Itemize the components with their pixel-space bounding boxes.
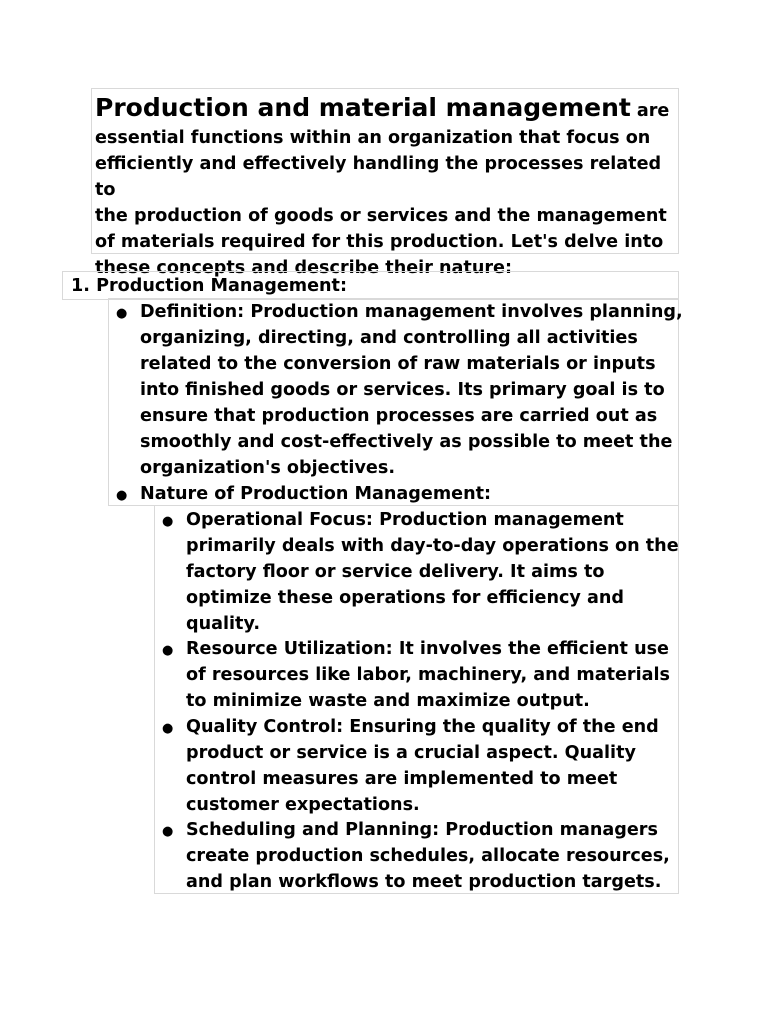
list-item-line: to minimize waste and maximize output. (186, 691, 590, 711)
list-item-definition (140, 299, 683, 481)
list-item-line: create production schedules, allocate resources, (186, 846, 670, 866)
list-item-line: control measures are implemented to meet (186, 769, 618, 789)
list-item-line: Operational Focus: Production management (186, 510, 624, 530)
list-item-line: Scheduling and Planning: Production managers (186, 820, 658, 840)
list-item-line: smoothly and cost-effectively as possible to meet the (140, 432, 673, 452)
intro-first-line (95, 91, 670, 125)
bullet-marker: ● (116, 488, 128, 503)
list-item-line: Definition: Production management involves planning, (140, 302, 683, 322)
bullet-marker: ● (162, 824, 174, 839)
list-item-line: organizing, directing, and controlling all activities (140, 328, 638, 348)
list-item-line: and plan workflows to meet production targets. (186, 872, 662, 892)
list-item-nature (140, 481, 491, 507)
list-item-resource-utilization (186, 636, 670, 714)
list-item-line: primarily deals with day-to-day operations on the (186, 536, 679, 556)
intro-line: essential functions within an organization that focus on (95, 128, 651, 148)
list-item-line: Nature of Production Management: (140, 484, 492, 504)
list-item-quality-control (186, 714, 659, 818)
list-item-line: into finished goods or services. Its primary goal is to (140, 380, 665, 400)
intro-heading: Production and material management (95, 93, 631, 122)
list-item-line: optimize these operations for efficiency and (186, 588, 625, 608)
list-item-line: quality. (186, 614, 260, 634)
list-item-line: factory floor or service delivery. It aims to (186, 562, 605, 582)
list-item-line: Quality Control: Ensuring the quality of the end (186, 717, 659, 737)
section-title: Production Management: (96, 276, 348, 296)
intro-line: the production of goods or services and the management (95, 206, 667, 226)
bullet-marker: ● (162, 721, 174, 736)
section-heading (62, 271, 679, 300)
list-item-line: customer expectations. (186, 795, 420, 815)
intro-paragraph (91, 88, 679, 278)
list-item-line: related to the conversion of raw materials or inputs (140, 354, 656, 374)
bullet-marker: ● (162, 643, 174, 658)
list-item-scheduling-planning (186, 817, 670, 895)
list-item-operational-focus (186, 507, 679, 637)
intro-line: these concepts and describe their nature: (95, 258, 512, 278)
list-item-line: Resource Utilization: It involves the efficient use (186, 639, 669, 659)
list-item-line: product or service is a crucial aspect. Quality (186, 743, 636, 763)
intro-line: of materials required for this production. Let's delve into (95, 232, 664, 252)
list-item-line: ensure that production processes are carried out as (140, 406, 658, 426)
intro-heading-tail: are (636, 101, 670, 121)
list-item-line: organization's objectives. (140, 458, 396, 478)
list-item-line: of resources like labor, machinery, and materials (186, 665, 671, 685)
intro-line: efficiently and effectively handling the processes related to (95, 154, 662, 200)
section-number: 1. (71, 276, 90, 296)
bullet-marker: ● (116, 306, 128, 321)
bullet-marker: ● (162, 514, 174, 529)
